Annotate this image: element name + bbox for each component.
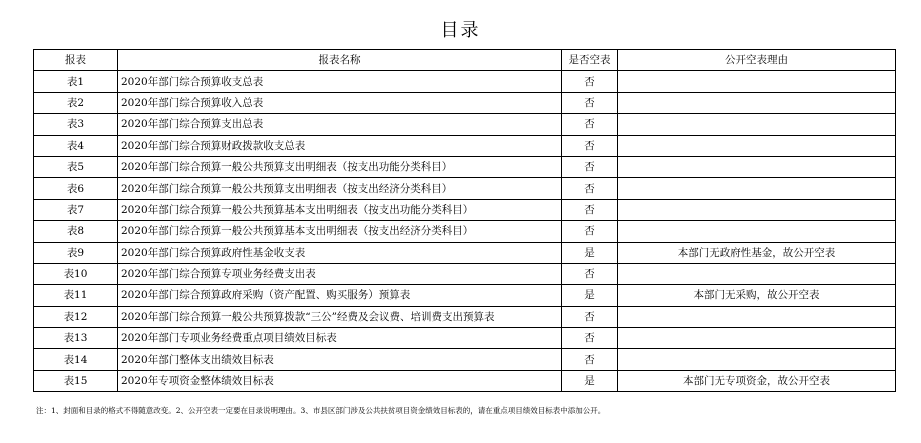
row-empty-flag: 是: [562, 285, 618, 306]
row-empty-flag: 否: [562, 306, 618, 327]
table-row: [34, 242, 896, 263]
row-reason: 本部门无专项资金，故公开空表: [618, 370, 896, 391]
row-name: 2020年部门综合预算政府采购（资产配置、购买服务）预算表: [118, 285, 562, 306]
row-empty-flag: 否: [562, 156, 618, 177]
row-code: 表3: [34, 114, 118, 135]
row-name: 2020年部门专项业务经费重点项目绩效目标表: [118, 328, 562, 349]
row-reason: [618, 156, 896, 177]
table-row: [34, 328, 896, 349]
page-title: 目录: [440, 20, 481, 41]
row-reason: [618, 71, 896, 92]
row-code: 表7: [34, 199, 118, 220]
row-name: 2020年部门综合预算一般公共预算基本支出明细表（按支出经济分类科目）: [118, 221, 562, 242]
row-code: 表11: [34, 285, 118, 306]
table-row: [34, 221, 896, 242]
header-name: 报表名称: [118, 50, 562, 71]
row-name: 2020年部门综合预算财政拨款收支总表: [118, 135, 562, 156]
row-reason: [618, 199, 896, 220]
row-code: 表4: [34, 135, 118, 156]
row-empty-flag: 否: [562, 328, 618, 349]
row-reason: [618, 349, 896, 370]
table-row: [34, 71, 896, 92]
row-empty-flag: 否: [562, 199, 618, 220]
row-name: 2020年部门综合预算收入总表: [118, 92, 562, 113]
row-code: 表10: [34, 263, 118, 284]
table-row: [34, 178, 896, 199]
row-code: 表5: [34, 156, 118, 177]
row-code: 表13: [34, 328, 118, 349]
row-name: 2020年部门综合预算收支总表: [118, 71, 562, 92]
row-name: 2020年专项资金整体绩效目标表: [118, 370, 562, 391]
row-empty-flag: 否: [562, 221, 618, 242]
row-name: 2020年部门整体支出绩效目标表: [118, 349, 562, 370]
row-reason: 本部门无政府性基金，故公开空表: [618, 242, 896, 263]
row-name: 2020年部门综合预算专项业务经费支出表: [118, 263, 562, 284]
row-empty-flag: 否: [562, 71, 618, 92]
table-row: [34, 114, 896, 135]
row-reason: [618, 306, 896, 327]
table-row: [34, 156, 896, 177]
table-row: [34, 370, 896, 391]
table-row: [34, 285, 896, 306]
header-row: [34, 50, 896, 71]
row-code: 表12: [34, 306, 118, 327]
row-reason: [618, 92, 896, 113]
row-code: 表2: [34, 92, 118, 113]
table-row: [34, 199, 896, 220]
row-empty-flag: 否: [562, 349, 618, 370]
row-name: 2020年部门综合预算政府性基金收支表: [118, 242, 562, 263]
row-empty-flag: 是: [562, 370, 618, 391]
row-empty-flag: 否: [562, 135, 618, 156]
row-reason: [618, 114, 896, 135]
table-row: [34, 306, 896, 327]
row-name: 2020年部门综合预算支出总表: [118, 114, 562, 135]
row-name: 2020年部门综合预算一般公共预算支出明细表（按支出功能分类科目）: [118, 156, 562, 177]
row-reason: [618, 263, 896, 284]
header-empty: 是否空表: [562, 50, 618, 71]
table-row: [34, 92, 896, 113]
row-empty-flag: 否: [562, 263, 618, 284]
row-empty-flag: 否: [562, 178, 618, 199]
row-code: 表8: [34, 221, 118, 242]
row-reason: 本部门无采购，故公开空表: [618, 285, 896, 306]
row-name: 2020年部门综合预算一般公共预算支出明细表（按支出经济分类科目）: [118, 178, 562, 199]
footnote: 注：1、封面和目录的格式不得随意改变。2、公开空表一定要在目录说明理由。3、市县区部门涉及公共扶贫项目资金绩效目标表的，请在重点项目绩效目标表中添加公开。: [36, 406, 606, 415]
row-name: 2020年部门综合预算一般公共预算基本支出明细表（按支出功能分类科目）: [118, 199, 562, 220]
row-empty-flag: 是: [562, 242, 618, 263]
header-code: 报表: [34, 50, 118, 71]
row-reason: [618, 221, 896, 242]
row-code: 表6: [34, 178, 118, 199]
table-row: [34, 263, 896, 284]
row-code: 表14: [34, 349, 118, 370]
row-reason: [618, 178, 896, 199]
catalog-table: [33, 49, 896, 392]
table-row: [34, 349, 896, 370]
header-reason: 公开空表理由: [618, 50, 896, 71]
row-reason: [618, 328, 896, 349]
row-code: 表15: [34, 370, 118, 391]
row-name: 2020年部门综合预算一般公共预算拨款“三公”经费及会议费、培训费支出预算表: [118, 306, 562, 327]
row-reason: [618, 135, 896, 156]
row-code: 表9: [34, 242, 118, 263]
row-code: 表1: [34, 71, 118, 92]
row-empty-flag: 否: [562, 114, 618, 135]
table-row: [34, 135, 896, 156]
row-empty-flag: 否: [562, 92, 618, 113]
